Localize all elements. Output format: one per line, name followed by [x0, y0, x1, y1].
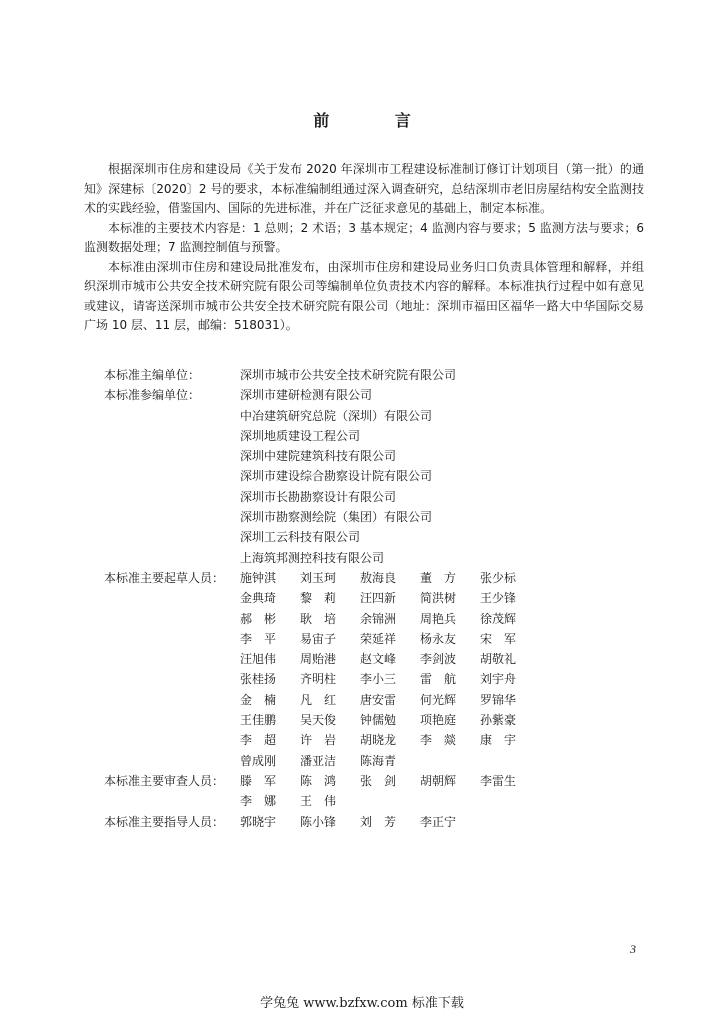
co-editor-name: 深圳地质建设工程公司: [240, 428, 361, 443]
drafter-name: 简洪树: [420, 591, 457, 606]
co-editor-label: [104, 507, 240, 527]
drafter-name: 项艳庭: [420, 713, 457, 728]
co-editor-row: [104, 446, 540, 466]
reviewer-row: [104, 791, 540, 811]
drafter-name: 王少锋: [480, 591, 517, 606]
drafter-label: [104, 690, 240, 710]
reviewer-row: [104, 771, 540, 791]
drafter-name: 康 宇: [480, 733, 517, 748]
co-editor-row: [104, 487, 540, 507]
drafter-names: [240, 710, 540, 730]
drafter-name: 周艳兵: [420, 611, 457, 626]
drafter-name: 许 岩: [300, 733, 337, 748]
co-editor-row: [104, 466, 540, 486]
drafter-name: 胡敬礼: [480, 652, 517, 667]
drafter-name: 潘亚洁: [300, 753, 337, 768]
advisor-label: 本标准主要指导人员：: [104, 814, 225, 829]
drafter-name: 易宙子: [300, 631, 337, 646]
drafter-row: [104, 669, 540, 689]
drafter-name: 敖海良: [360, 570, 397, 585]
co-editor-label: 本标准参编单位：: [104, 388, 201, 403]
drafter-label: [104, 730, 240, 750]
drafter-name: 金典琦: [240, 591, 277, 606]
drafter-name: 吴天俊: [300, 713, 337, 728]
editor-name: 深圳市城市公共安全技术研究院有限公司: [240, 368, 457, 382]
drafter-name: 杨永友: [420, 631, 457, 646]
co-editor-row: [104, 426, 540, 446]
drafter-name: 郝 彬: [240, 611, 277, 626]
drafter-label: [104, 751, 240, 771]
paragraph-management: 本标准由深圳市住房和建设局批准发布，由深圳市住房和建设局业务归口负责具体管理和解释，并组织深圳市城市公共安全技术研究院有限公司等编制单位负责技术内容的解释。本标准执行过程中如有意见或建议，请寄送深圳市城市公共安全技术研究院有限公司（地址：深圳市福田区福华一路大中华国际交易广场 10 层、11 层，邮编：518031）。: [84, 259, 644, 332]
co-editor-label: [104, 487, 240, 507]
co-editor-name: 深圳工云科技有限公司: [240, 530, 361, 545]
drafter-names: [240, 629, 540, 649]
drafter-name: 李小三: [360, 672, 397, 687]
drafter-name: 李 燚: [420, 733, 457, 748]
reviewer-label: [104, 791, 240, 811]
advisor-name: 李正宁: [420, 814, 457, 829]
drafter-name: 李剑波: [420, 652, 457, 667]
paragraph-basis: 根据深圳市住房和建设局《关于发布 2020 年深圳市工程建设标准制订修订计划项目（第一批）的通知》深建标〔2020〕2 号的要求，本标准编制组通过深入调查研究，总结深圳市老旧房屋结构安全监测技术的实践经验，借鉴国内、国际的先进标准，并在广泛征求意见的基础上，制定本标准。: [84, 162, 644, 215]
drafter-row: [104, 649, 540, 669]
drafter-label: [104, 588, 240, 608]
advisor-name: 陈小锋: [300, 814, 337, 829]
drafter-name: 徐茂辉: [480, 611, 517, 626]
co-editor-name: 深圳中建院建筑科技有限公司: [240, 449, 397, 464]
drafter-name: 胡晓龙: [360, 733, 397, 748]
reviewer-names: [240, 791, 360, 811]
drafter-name: 何光辉: [420, 692, 457, 707]
preface-body: [84, 160, 644, 336]
contributors-list: [104, 365, 540, 832]
page-title: 前 言: [313, 111, 441, 130]
reviewer-names: [240, 771, 540, 791]
drafter-names: [240, 609, 540, 629]
drafter-name: 刘宇舟: [480, 672, 517, 687]
co-editor-row: [104, 406, 540, 426]
drafter-row: [104, 568, 540, 588]
reviewer-name: 李雷生: [480, 773, 517, 788]
co-editor-row: [104, 507, 540, 527]
drafter-name: 李 平: [240, 631, 277, 646]
drafter-label: 本标准主要起草人员：: [104, 570, 225, 585]
editor-row: [104, 365, 540, 385]
paragraph-contents: 本标准的主要技术内容是：1 总则；2 术语；3 基本规定；4 监测内容与要求；5 监测方法与要求；6 监测数据处理；7 监测控制值与预警。: [84, 220, 644, 254]
drafter-row: [104, 629, 540, 649]
editor-label: 本标准主编单位：: [104, 368, 201, 382]
co-editor-label: [104, 406, 240, 426]
drafter-name: 汪旭伟: [240, 652, 277, 667]
drafter-name: 李 超: [240, 733, 277, 748]
co-editor-label: [104, 466, 240, 486]
reviewer-name: 滕 军: [240, 773, 277, 788]
co-editor-name: 深圳市勘察测绘院（集团）有限公司: [240, 510, 433, 525]
drafter-name: 罗锦华: [480, 692, 517, 707]
reviewer-name: 陈 鸿: [300, 773, 337, 788]
reviewer-name: 张 剑: [360, 773, 397, 788]
drafter-names: [240, 730, 540, 750]
drafter-label: [104, 649, 240, 669]
drafter-name: 王佳鹏: [240, 713, 277, 728]
drafter-name: 周贻港: [300, 652, 337, 667]
drafter-names: [240, 568, 540, 588]
advisor-name: 刘 芳: [360, 814, 397, 829]
co-editor-name: 上海筑邦测控科技有限公司: [240, 550, 385, 565]
footer-watermark: 学兔兔 www.bzfxw.com 标准下载: [260, 996, 464, 1011]
co-editor-row: [104, 385, 540, 405]
drafter-label: [104, 629, 240, 649]
advisor-row: [104, 812, 540, 832]
reviewer-label: 本标准主要审查人员：: [104, 773, 225, 788]
drafter-name: 曾成刚: [240, 753, 277, 768]
drafter-name: 凡 红: [300, 692, 337, 707]
drafter-name: 钟儒勉: [360, 713, 397, 728]
drafter-row: [104, 730, 540, 750]
advisor-names: [240, 812, 480, 832]
co-editor-name: 中冶建筑研究总院（深圳）有限公司: [240, 408, 433, 423]
drafter-name: 董 方: [420, 570, 457, 585]
drafter-name: 孙紫豪: [480, 713, 517, 728]
drafter-name: 雷 航: [420, 672, 457, 687]
drafter-name: 刘玉珂: [300, 570, 337, 585]
drafter-row: [104, 690, 540, 710]
drafter-row: [104, 588, 540, 608]
drafter-row: [104, 710, 540, 730]
drafter-name: 余锦洲: [360, 611, 397, 626]
drafter-name: 黎 莉: [300, 591, 337, 606]
drafter-name: 金 楠: [240, 692, 277, 707]
reviewer-name: 王 伟: [300, 794, 337, 809]
drafter-name: 赵文峰: [360, 652, 397, 667]
co-editor-label: [104, 527, 240, 547]
drafter-names: [240, 649, 540, 669]
drafter-name: 宋 军: [480, 631, 517, 646]
drafter-name: 齐明柱: [300, 672, 337, 687]
drafter-name: 荣延祥: [360, 631, 397, 646]
drafter-label: [104, 710, 240, 730]
drafter-names: [240, 690, 540, 710]
co-editor-label: [104, 446, 240, 466]
page-number: 3: [630, 942, 636, 956]
drafter-label: [104, 609, 240, 629]
co-editor-name: 深圳市建研检测有限公司: [240, 388, 373, 403]
drafter-name: 张少标: [480, 570, 517, 585]
drafter-names: [240, 669, 540, 689]
drafter-name: 耿 培: [300, 611, 337, 626]
reviewer-name: 李 娜: [240, 794, 277, 809]
reviewer-name: 胡朝辉: [420, 773, 457, 788]
drafter-names: [240, 588, 540, 608]
drafter-name: 汪四新: [360, 591, 397, 606]
co-editor-row: [104, 548, 540, 568]
co-editor-row: [104, 527, 540, 547]
co-editor-label: [104, 426, 240, 446]
drafter-name: 张桂扬: [240, 672, 277, 687]
drafter-name: 唐安雷: [360, 692, 397, 707]
drafter-name: 施钟淇: [240, 570, 277, 585]
drafter-row: [104, 609, 540, 629]
drafter-row: [104, 751, 540, 771]
co-editor-label: [104, 548, 240, 568]
drafter-names: [240, 751, 420, 771]
co-editor-name: 深圳市建设综合勘察设计院有限公司: [240, 469, 433, 484]
co-editor-name: 深圳市长勘勘察设计有限公司: [240, 489, 397, 504]
advisor-name: 郭晓宇: [240, 814, 277, 829]
drafter-name: 陈海青: [360, 753, 397, 768]
drafter-label: [104, 669, 240, 689]
